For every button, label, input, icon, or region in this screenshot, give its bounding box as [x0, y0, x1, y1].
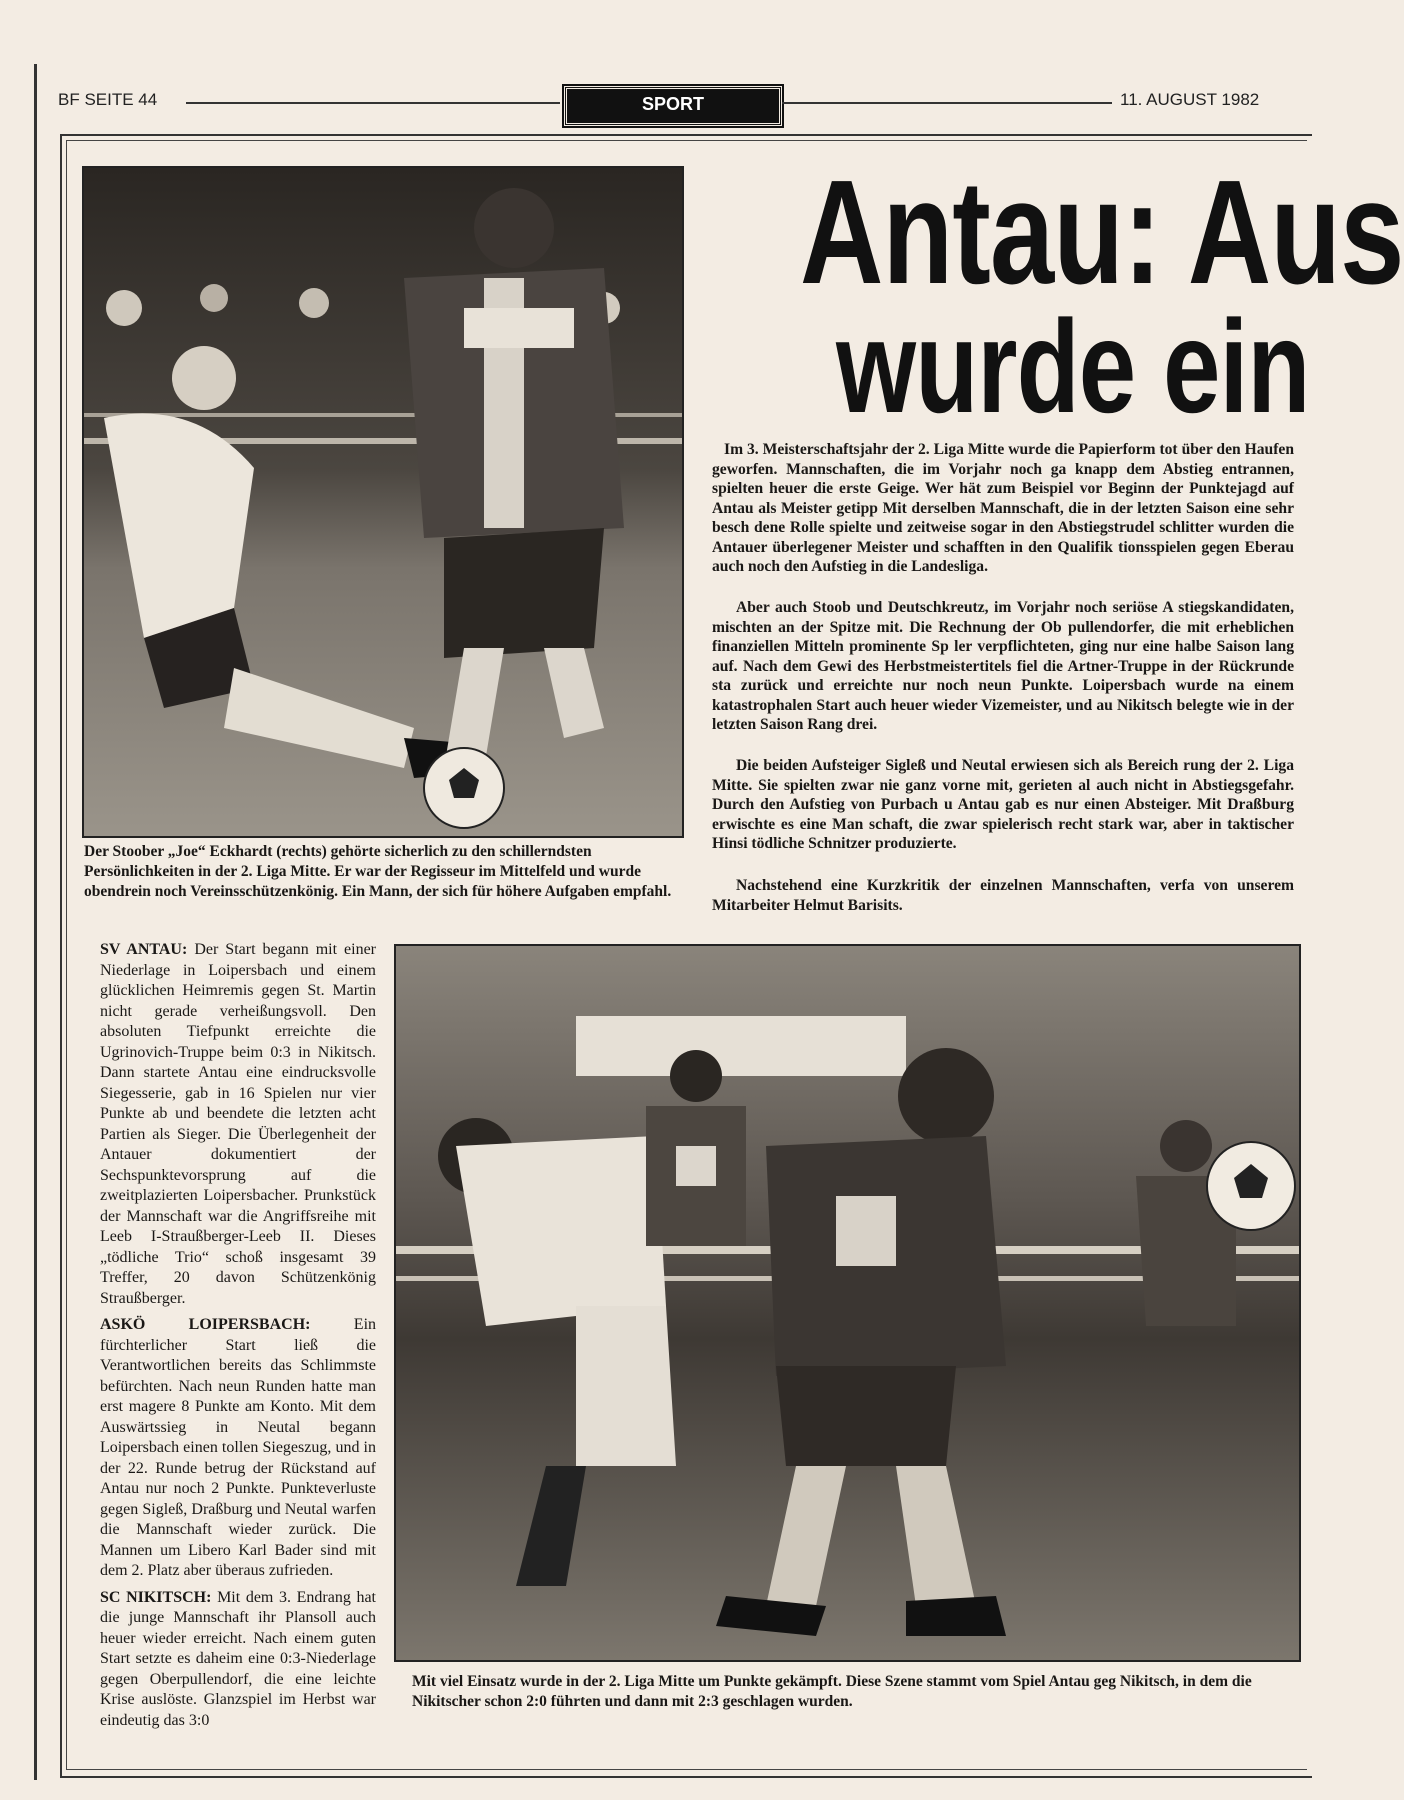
team-text-antau: Der Start begann mit einer Niederlage in Loipersbach und einem glücklichen Heimremis gegen St. Martin nicht gerade verheißungsvoll. Den absoluten Tiefpunkt erreichte die Ugrinovich-Truppe beim 0:3 in Nikitsch. Dann startete Antau eine eindrucksvolle Siegesserie, gab in 16 Spielen nur vier Punkte ab und beendete die letzten acht Partien als Sieger. Die Überlegenheit der Antauer dokumentiert der Sechspunktevorsprung auf die zweitplazierten Loipersbacher. Prunkstück der Mannschaft war die Angriffsreihe mit Leeb I-Straußberger-Leeb II. Dieses „tödliche Trio“ schoß insgesamt 39 Treffer, 20 davon Schützenkönig Straußberger.: [100, 941, 377, 1307]
team-review-loipersbach: [100, 1315, 376, 1582]
team-name-loipersbach: ASKÖ LOIPERSBACH:: [100, 1316, 311, 1333]
headline-line1: Antau: Aus: [800, 150, 1404, 315]
photo1-caption: Der Stoober „Joe“ Eckhardt (rechts) gehörte sicherlich zu den schillerndsten Persönlichkeiten in der 2. Liga Mitte. Er war der Regisseur im Mittelfeld und wurde obendrein noch Vereinsschützenkönig. Ein Mann, der sich für höhere Aufgaben empfahl.: [84, 843, 672, 900]
team-name-antau: SV ANTAU:: [100, 941, 188, 958]
team-review-antau: [100, 940, 376, 1309]
intro-paragraph-4: Nachstehend eine Kurzkritik der einzelnen Mannschaften, verfa von unserem Mitarbeiter Helmut Barisits.: [712, 877, 1294, 914]
header-rule-left: [186, 102, 560, 104]
page-number: BF SEITE 44: [58, 90, 158, 109]
team-review-nikitsch: [100, 1588, 376, 1732]
team-text-nikitsch: Mit dem 3. Endrang hat die junge Mannschaft ihr Plansoll auch heuer wieder erreicht. Nach einem guten Start setzte es daheim eine 0:3-Niederlage gegen Oberpullendorf, die eine leichte Krise auslöste. Glanzspiel im Herbst war eindeutig das 3:0: [100, 1588, 377, 1729]
header-rule-right: [782, 102, 1112, 104]
headline-line2: wurde ein: [836, 293, 1310, 440]
intro-paragraph-3: Die beiden Aufsteiger Sigleß und Neutal erwiesen sich als Bereich rung der 2. Liga Mitte. Sie spielten zwar nie ganz vorne mit, gerieten al auch nicht in Abstiegsgefahr. Durch den Aufstieg von Purbach u Antau gab es nur einen Absteiger. Mit Draßburg erwischte es eine Man schaft, die zwar spielerisch recht stark war, aber in taktischer Hinsi tödliche Schnitzer produzierte.: [712, 757, 1294, 852]
team-name-nikitsch: SC NIKITSCH:: [100, 1588, 212, 1606]
intro-paragraph-1: Im 3. Meisterschaftsjahr der 2. Liga Mitte wurde die Papierform tot über den Haufen geworfen. Mannschaften, die im Vorjahr noch ga knapp dem Abstieg entrannen, spielten heuer die erste Geige. Wer hät zum Beispiel vor Beginn der Punktejagd auf Antau als Meister getipp Mit derselben Mannschaft, die in der letzten Saison eine sehr besch dene Rolle spielte und zeitweise sogar in den Abstiegstrudel schlitter wurden die Antauer überlegener Meister und schafften in den Qualifik tionsspielen gegen Eberau auch noch den Aufstieg in die Landesliga.: [712, 441, 1294, 575]
intro-paragraph-2: Aber auch Stoob und Deutschkreutz, im Vorjahr noch seriöse A stiegskandidaten, mischten an der Spitze mit. Die Rechnung der Ob pullendorfer, die mit erheblichen finanziellen Mitteln prominente Sp ler verpflichteten, ging nur eine halbe Saison lang auf. Nach dem Gewi des Herbstmeistertitels fiel die Artner-Truppe in der Rückrunde sta zurück und erreichte nur noch neun Punkte. Loipersbach wurde na einem katastrophalen Start auch heuer wieder Vizemeister, und au Nikitsch belegte wie in der letzten Saison Rang drei.: [712, 599, 1294, 733]
page-edge-line: [34, 64, 37, 1780]
team-text-loipersbach: Ein fürchterlicher Start ließ die Verantwortlichen bereits das Schlimmste befürchten. Nach neun Runden hatte man erst magere 8 Punkte am Konto. Mit dem Auswärtssieg in Neutal begann Loipersbach einen tollen Siegeszug, und in der 22. Runde betrug der Rückstand auf Antau nur noch 2 Punkte. Punkteverluste gegen Sigleß, Draßburg und Neutal warfen die Mannschaft wieder zurück. Die Mannen um Libero Karl Bader sind mit dem 2. Platz aber überaus zufrieden.: [100, 1316, 377, 1579]
issue-date: 11. AUGUST 1982: [1120, 90, 1260, 109]
team-reviews-column: [100, 940, 376, 1737]
photo-antau-nikitsch: [394, 944, 1301, 1662]
photo2-caption: Mit viel Einsatz wurde in der 2. Liga Mitte um Punkte gekämpft. Diese Szene stammt vom Spiel Antau geg Nikitsch, in dem die Nikitscher schon 2:0 führten und dann mit 2:3 geschlagen wurden.: [412, 1673, 1252, 1710]
section-label: SPORT: [564, 86, 782, 126]
photo-eckhardt: [82, 166, 684, 838]
